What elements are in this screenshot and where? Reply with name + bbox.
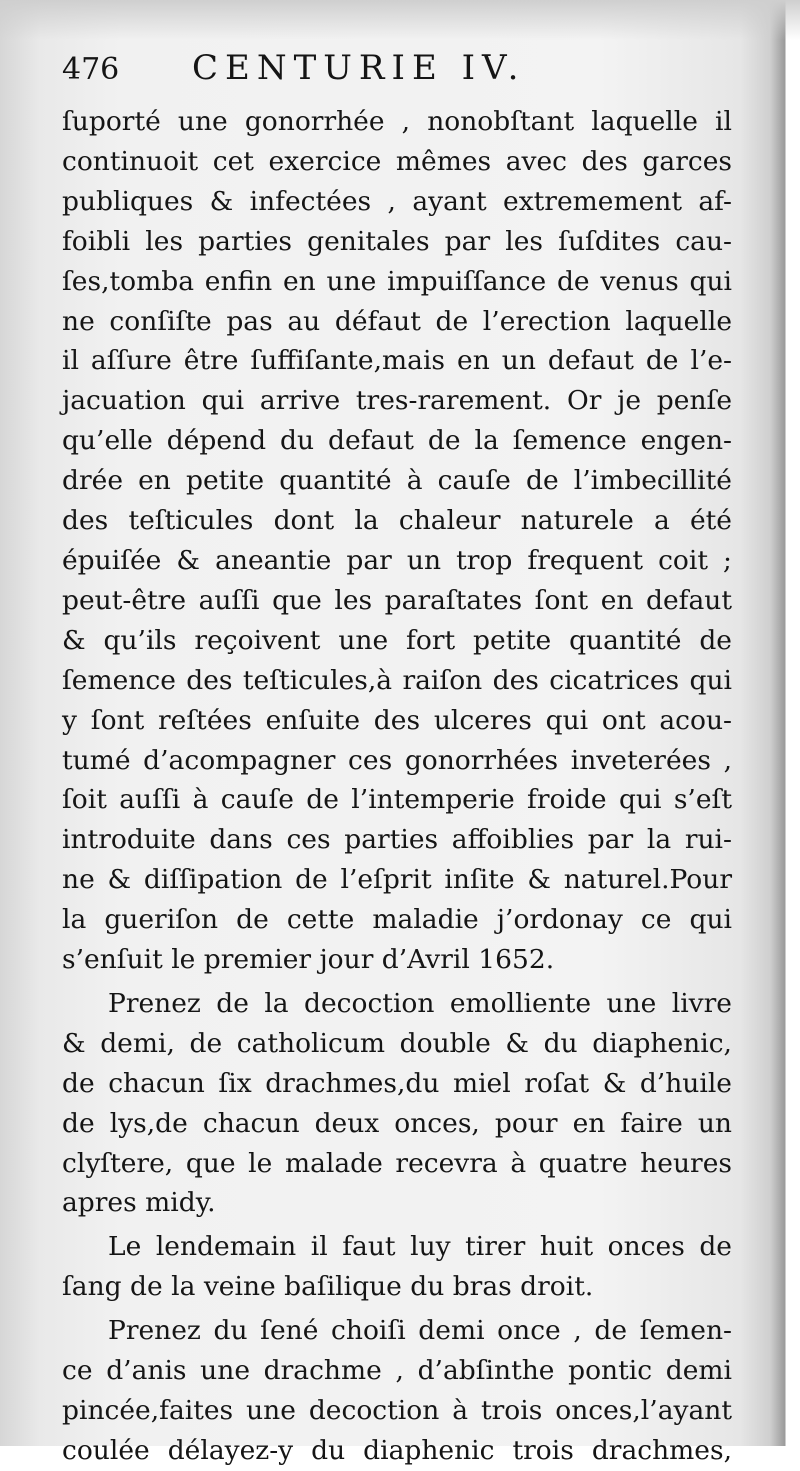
text-line: épuiſée & aneantie par un trop frequent coit ; [62,544,732,576]
text-line: drée en petite quantité à cauſe de l’imbecillité [62,465,732,497]
text-line: il aſſure être ſuffiſante,mais en un defaut de l’e- [62,345,732,377]
text-line: pincée,faites une decoction à trois onces,l’ayant [62,1395,732,1426]
text-line: ce d’anis une drachme , d’abſinthe pontic demi [62,1355,732,1387]
text-line: publiques & infectées , ayant extremement af- [62,185,732,217]
text-line: foibli les parties genitales par les ſuſdites cau- [62,225,732,257]
running-head: CENTURIE IV. [192,48,526,88]
text-line: clyſtere, que le malade recevra à quatre heures [62,1147,732,1179]
text-line: Prenez de la decoction emolliente une livre [108,987,732,1019]
page-shadow [0,0,800,40]
paragraph-4 [62,1311,732,1471]
text-line: ne & diſſipation de l’eſprit inſite & naturel.Pour [62,864,732,896]
page-header [62,48,732,102]
text-line: ſoit auſſi à cauſe de l’intemperie froide qui s’eſt [62,784,732,816]
text-line: ſang de la veine baſilique du bras droit. [62,1271,594,1303]
text-line: coulée délayez-y du diaphenic trois drachmes, [62,1434,732,1466]
text-line: continuoit cet exercice mêmes avec des garces [62,145,732,177]
text-line: des teſticules dont la chaleur naturele a été [62,505,732,537]
text-line: Prenez du ſené choiſi demi once , de ſemen- [108,1315,732,1347]
page-number: 476 [62,52,120,87]
paragraph-1 [62,102,732,980]
text-line: Le lendemain il faut luy tirer huit onces de [108,1231,732,1263]
text-line: qu’elle dépend du defaut de la ſemence engen- [62,425,732,457]
text-line: de chacun ſix drachmes,du miel roſat & d’huile [62,1067,732,1099]
text-line: peut-être auſſi que les paraſtates ſont en defaut [62,584,732,616]
text-line: ſes,tomba enfin en une impuiſſance de venus qui [62,265,732,297]
text-line: jacuation qui arrive tres-rarement. Or je penſe [62,385,732,417]
text-line: la gueriſon de cette maladie j’ordonay ce qui [62,904,732,936]
paragraph-3 [62,1227,732,1307]
page-text [62,48,732,1471]
text-line: ne conſiſte pas au défaut de l’erection laquelle [62,305,732,337]
text-line: y ſont reſtées enſuite des ulceres qui ont acou- [62,704,732,736]
text-line: tumé d’acompagner ces gonorrhées inveterées , [62,744,732,776]
text-line: de lys,de chacun deux onces, pour en faire un [62,1107,732,1139]
paragraph-2 [62,984,732,1223]
text-line: introduite dans ces parties affoiblies par la rui- [62,824,732,856]
text-line: & qu’ils reçoivent une fort petite quantité de [62,624,732,656]
text-line: apres midy. [62,1187,216,1219]
text-line: ſuporté une gonorrhée , nonobſtant laquelle il [62,106,732,137]
text-line: s’enſuit le premier jour d’Avril 1652. [62,944,555,976]
text-line: & demi, de catholicum double & du diaphenic, [62,1027,732,1059]
text-line: ſemence des teſticules,à raiſon des cicatrices qui [62,664,732,696]
